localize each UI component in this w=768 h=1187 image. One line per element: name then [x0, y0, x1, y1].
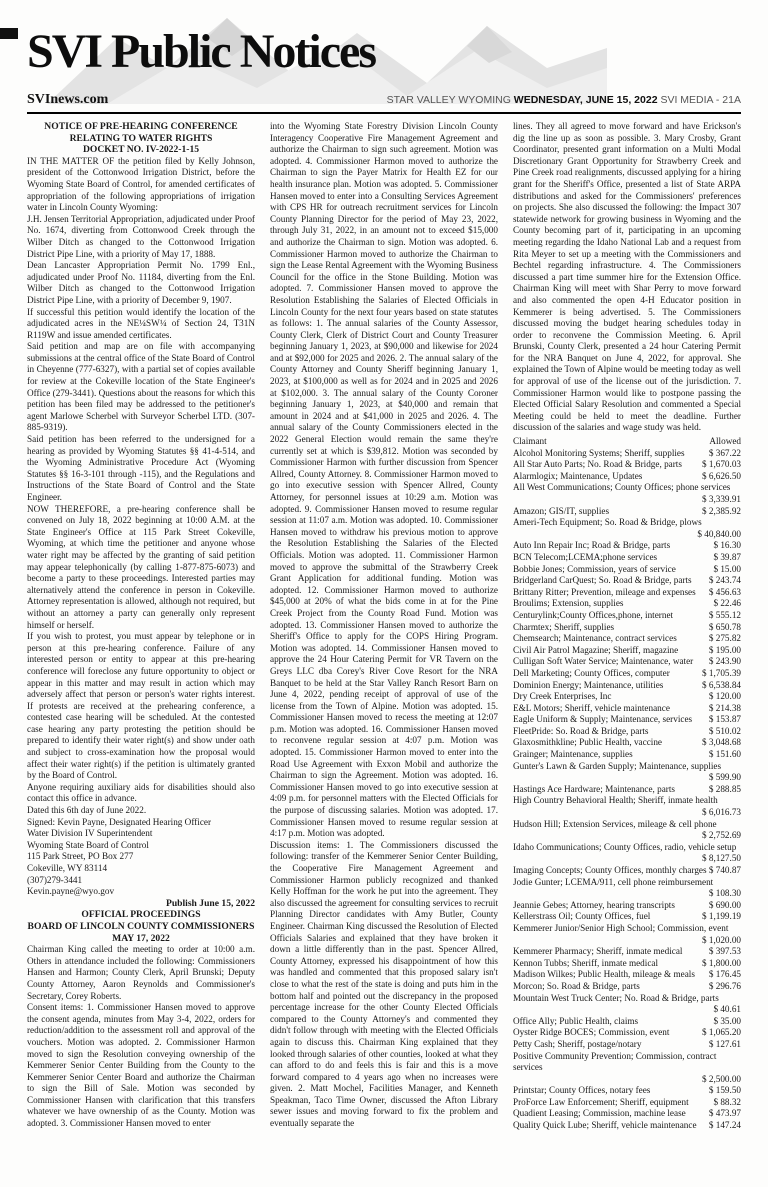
claim-amount: $ 243.90: [708, 656, 741, 667]
claim-name: Printstar; County Offices, notary fees: [513, 1085, 651, 1096]
claim-amount: $ 3,339.91: [701, 494, 741, 504]
heading-line: BOARD OF LINCOLN COUNTY COMMISSIONERS: [27, 920, 255, 932]
claim-amount: $ 510.02: [708, 725, 741, 736]
claim-row: [513, 459, 741, 471]
claim-name: Culligan Soft Water Service; Maintenance, water: [513, 656, 694, 667]
claim-amount: $ 397.53: [708, 946, 741, 957]
heading-line: OFFICIAL PROCEEDINGS: [81, 909, 201, 921]
paragraph: Wyoming State Board of Control: [27, 839, 149, 850]
claim-name: Alarmlogix; Maintenance, Updates: [513, 470, 643, 481]
claim-amount: $ 120.00: [708, 691, 741, 702]
paragraph: into the Wyoming State Forestry Division Lincoln County Interagency Cooperative Fire Management Agreement and authorize the Chairman to sign such agreement. Motion was adopted. 4. Commissioner Harmon moved to authorize the Chairman to sign the Payer Matrix for Health EZ for our health insurance plan. Motion was adopted. 5. Commissioner Hansen moved to enter into a Consulting Services Agreement with CPS HR for outreach recruitment services for Lincoln County Planning Director for the period of May 23, 2022, through July 31, 2022, in an amount not to exceed $15,000 and authorize the Chairman to sign. Motion was adopted. 6. Commissioner Harmon moved to authorize the Chairman to sign the Lease Rental Agreement with the Wyoming Business Council for the office in the Stone Building. Motion was adopted. 7. Commissioner Hansen moved to approve the Resolution Establishing the Salaries of Elected Officials in Lincoln County for the next four years based on state statutes as follows: 1. The annual salaries of the County Assessor, County Clerk, Clerk of District Court and County Treasurer beginning January 1, 2023, at $90,000 and likewise for 2024 and at $92,000 for 2025 and 2026. 2. The annual salary of the County Attorney and County Sheriff beginning January 1, 2023, at $100,000 as well as for 2024 and in 2025 and 2026 at $102,000. 3. The annual salary of the County Coroner beginning January 1, 2023, at $40,000 and remain that amount in 2024 and at $41,000 in 2025 and 2026. 4. The annual salary of the County Commissioners elected in the 2022 General Election would remain the same they're currently set at which is $39,812. Motion was seconded by Commissioner Harmon with further discussion from Spencer Allred, County Attorney. 8. Commissioner Harmon moved to go into executive session with Spencer Allred, County Attorney, for personnel issues at 10:29 a.m. Motion was adopted. 9. Commissioner Hansen moved to resume regular session at 11:07 a.m. Motion was adopted. 10. Commissioner Hansen moved to withdraw his previous motion to approve the Resolution Establishing the Salaries of the Elected Officials. Motion was adopted. 11. Commissioner Harmon moved to approve the submittal of the Strawberry Creek Grant Application for additional funding. Motion was adopted. 12. Commissioner Harmon moved to authorize $45,000 at 20% of what the bids come in at for the Pine Creek Project from the County Road Fund. Motion was adopted. 13. Commissioner Hansen moved to authorize the Sheriff's Office to apply for the COPS Hiring Program. Motion was adopted. 14. Commissioner Hansen moved to approve the 24 Hour Catering Permit for VR Tavern on the Greys LLC dba Corey's River Cove Resort for the NRA Banquet to be held at the Star Valley Ranch Resort Barn on June 4, 2022, pending receipt of approval of use of the license from the Town of Alpine. Motion was adopted. 15. Commissioner Hansen moved to recess the meeting at 12:07 p.m. Motion was adopted. 16. Commissioner Hansen moved to reconvene regular session at 4:07 p.m. Motion was adopted. 15. Commissioner Harmon moved to enter into the Road Use Agreement with Exxon Mobil and authorize the Chairman to sign the Agreement. Motion was adopted. 16. Commissioner Hansen moved to go into executive session at 4:09 p.m. for personnel matters with the Elected Officials for the purpose of discussing salaries. Motion was adopted. 17. Commissioner Hansen moved to resume regular session at 4:17 p.m. Motion was adopted.: [270, 121, 498, 839]
claim-row: [513, 761, 741, 784]
claim-amount: $ 40,840.00: [697, 528, 741, 539]
claim-amount: $ 159.50: [708, 1085, 741, 1096]
claim-row: [513, 900, 741, 912]
claim-amount: $ 2,752.69: [701, 830, 741, 841]
claim-amount: $ 275.82: [708, 633, 741, 644]
claim-row: [513, 969, 741, 981]
masthead: [27, 0, 741, 114]
claim-amount: $ 147.24: [708, 1120, 741, 1131]
notice-prehearing-body: [27, 156, 255, 898]
claim-row: [513, 587, 741, 599]
official-proceedings-body: [27, 944, 255, 1130]
claim-amount: $ 22.46: [713, 598, 741, 609]
paragraph: If you wish to protest, you must appear by telephone or in person at this pre-hearing conference. Failure of any interested person or entity to appear at this pre-hearing conference will foreclose any future opportunity to object or appear in this matter and may result in action which may adversely affect that person or person's water rights interest. If protests are received at the prehearing conference, a contested case hearing will be scheduled. At the contested case hearing any party protesting the petition should be prepared to identify their water right(s) and show under oath and subject to cross-examination how the proposal would affect their water right(s) if the petition is ultimately granted by the Board of Control.: [27, 631, 255, 781]
claim-name: Hastings Ace Hardware; Maintenance, parts: [513, 783, 675, 794]
paragraph: Consent items: 1. Commissioner Hansen moved to approve the consent agenda, minutes from May 3-4, 2022, orders for reduction/addition to the assessment roll and approval of the vouchers. Motion was adopted. 2. Commissioner Harmon moved to sign the Resolution conveying ownership of the Kemmerer Senior Center Building from the County to the Kemmerer Senior Center Board and authorize the Chairman to sign the Bill of Sale. Motion was seconded by Commissioner Hansen with clarification that this transfers whatever we have ownership of as the County. Motion was adopted. 3. Commissioner Hansen moved to enter: [27, 1002, 255, 1129]
claim-row: [513, 575, 741, 587]
claim-amount: $ 1,800.00: [701, 957, 741, 968]
claim-amount: $ 35.00: [713, 1015, 741, 1026]
claim-name: Quality Quick Lube; Sheriff, vehicle maintenance: [513, 1120, 697, 1131]
claim-name: Mountain West Truck Center; No. Road & Bridge, parts: [513, 992, 719, 1003]
proceedings-continued-2: [513, 121, 741, 434]
claim-amount: $ 690.00: [708, 899, 741, 910]
claim-name: Kemmerer Junior/Senior High School; Commission, event: [513, 922, 729, 933]
claim-row: [513, 552, 741, 564]
claim-row: [513, 564, 741, 576]
claim-name: Bobbie Jones; Commission, years of service: [513, 563, 676, 574]
claim-row: [513, 819, 741, 842]
claim-amount: $ 296.76: [708, 980, 741, 991]
claim-row: [513, 633, 741, 645]
heading-line: NOTICE OF PRE-HEARING CONFERENCE: [44, 121, 238, 132]
claim-amount: $ 650.78: [708, 621, 741, 632]
claim-name: Madison Wilkes; Public Health, mileage & meals: [513, 969, 695, 980]
claim-name: Auto Inn Repair Inc; Road & Bridge, parts: [513, 540, 671, 551]
claim-row: [513, 842, 741, 865]
paragraph: (307)279-3441: [27, 874, 83, 885]
claim-name: Jeannie Gebes; Attorney, hearing transcripts: [513, 899, 675, 910]
claim-row: [513, 784, 741, 796]
claim-name: Idaho Communications; County Offices, radio, vehicle setup: [513, 841, 737, 852]
claim-row: [513, 703, 741, 715]
heading-line: DOCKET NO. IV-2022-1-15: [82, 144, 200, 156]
claim-name: Morcon; So. Road & Bridge, parts: [513, 980, 640, 991]
claim-name: High Country Behavioral Health; Sheriff, inmate health: [513, 795, 718, 806]
claim-amount: $ 367.22: [708, 447, 741, 458]
claim-name: Brittany Ritter; Prevention, mileage and expenses: [513, 586, 696, 597]
paragraph: Said petition and map are on file with accompanying submissions at the central office of the State Board of Control in Cheyenne (777-6327), with a partial set of copies available for review at the Cokeville location of the State Engineer's Office (279-3441). Questions about the reasons for which this petition has been filed may be addressed to the petitioner's agent Marlowe Scherbel with Surveyor Scherbel LTD. (307-885-9319).: [27, 341, 255, 433]
claim-row: [513, 645, 741, 657]
claim-amount: $ 6,538.84: [701, 679, 741, 690]
heading-line: MAY 17, 2022: [112, 932, 170, 944]
claim-name: Gunter's Lawn & Garden Supply; Maintenance, supplies: [513, 760, 722, 771]
claim-name: Kellerstrass Oil; County Offices, fuel: [513, 911, 651, 922]
paragraph: Water Division IV Superintendent: [27, 828, 153, 839]
claim-row: [513, 726, 741, 738]
claim-amount: $ 2,385.92: [701, 505, 741, 516]
claim-name: Kemmerer Pharmacy; Sheriff, inmate medical: [513, 946, 683, 957]
dateline-location: STAR VALLEY WYOMING: [386, 94, 514, 106]
heading-line: RELATING TO WATER RIGHTS: [69, 132, 213, 144]
claim-row: [513, 1120, 741, 1132]
paragraph: 115 Park Street, PO Box 277: [27, 851, 134, 862]
claim-row: [513, 1039, 741, 1051]
column-2: [270, 121, 498, 1132]
claim-name: E&L Motors; Sheriff, vehicle maintenance: [513, 702, 670, 713]
claim-row: [513, 506, 741, 518]
claim-row: [513, 911, 741, 923]
paragraph: Dean Lancaster Appropriation Permit No. 1799 Enl., adjudicated under Proof No. 11184, diverting from the Enl. Wilber Ditch as changed to the Cottonwood Irrigation District Pipe Line, with a priority of December 9, 1907.: [27, 260, 255, 305]
claim-amount: $ 555.12: [708, 609, 741, 620]
claim-amount: $ 40.61: [713, 1004, 741, 1015]
claim-name: Hudson Hill; Extension Services, mileage & cell phone: [513, 818, 717, 829]
claim-row: [513, 1085, 741, 1097]
claim-row: [513, 1108, 741, 1120]
claim-amount: $ 127.61: [708, 1038, 741, 1049]
claim-amount: $ 288.85: [708, 783, 741, 794]
claim-name: Imaging Concepts; County Offices, monthly charges: [513, 865, 707, 875]
claims-header-claimant: Claimant: [513, 436, 547, 447]
claim-amount: $ 599.90: [708, 772, 741, 783]
paragraph: Kevin.payne@wyo.gov: [27, 886, 115, 897]
claim-row: [513, 471, 741, 483]
claim-name: Eagle Uniform & Supply; Maintenance, services: [513, 714, 693, 725]
claim-row: [513, 981, 741, 993]
claim-amount: $ 1,065.20: [701, 1027, 741, 1038]
claim-amount: $ 195.00: [708, 644, 741, 655]
paragraph: Said petition has been referred to the undersigned for a hearing as provided by Wyoming Statutes §§ 41-4-514, and the Wyoming Administrative Procedure Act (Wyoming Statutes §§ 16-3-101 through -115), and the Regulations and Instructions of the State Board of Control and the State Engineer.: [27, 434, 255, 502]
paragraph: Cokeville, WY 83114: [27, 863, 108, 873]
claim-name: Dominion Energy; Maintenance, utilities: [513, 679, 664, 690]
columns-container: [27, 121, 741, 1132]
claim-name: Alcohol Monitoring Systems; Sheriff, supplies: [513, 447, 685, 458]
claim-amount: $ 740.87: [708, 865, 741, 875]
claim-name: Grainger; Maintenance, supplies: [513, 749, 633, 760]
print-registration-mark: [0, 28, 18, 39]
claim-row: [513, 749, 741, 761]
claim-row: [513, 517, 741, 540]
claim-name: Civil Air Patrol Magazine; Sheriff, magazine: [513, 644, 679, 655]
dateline-media: SVI MEDIA - 21A: [657, 94, 741, 106]
claim-amount: $ 151.60: [708, 749, 741, 760]
claim-amount: $ 243.74: [708, 575, 741, 586]
claim-name: Positive Community Prevention; Commission, contract services: [513, 1050, 717, 1073]
claim-name: Ameri-Tech Equipment; So. Road & Bridge, plows: [513, 517, 702, 528]
proceedings-continued: [270, 121, 498, 1130]
claim-row: [513, 540, 741, 552]
claim-name: Charmtex; Sheriff, supplies: [513, 621, 615, 632]
claim-amount: $ 6,016.73: [701, 807, 741, 818]
paragraph: Signed: Kevin Payne, Designated Hearing Officer: [27, 816, 212, 827]
claim-amount: $ 176.45: [708, 969, 741, 980]
paragraph: Discussion items: 1. The Commissioners discussed the following: transfer of the Kemmerer Senior Center Building, the Cooperative Fire Management Agreement and Commissioner Harmon publicly recognized and thanked Kelly Hoffman for the work he put into the agreement. They also discussed the agreement for consulting services to recruit Planning Director candidates with Amy Butler, County Engineer. Chairman King discussed the Resolution of Elected Officials Salaries and explained that they have broken it down a little differently than in the past. Spencer Allred, County Attorney, expressed his disappointment of how this was handled and commented that this proposed salary isn't close to what the rest of the state is doing and puts him in the bottom half and pointed out the discrepancy in the proposed percentage increase for the other County Elected Officials compared to the County Attorney's and commented they didn't follow through with meeting with the Elected Officials again to discuss this. Chairman King explained that they looked through salaries of other counties, looked at what they can afford to do and feels this is fair and this is a move forward compared to 4 years ago when no increases were given. 2. Matt Mochel, Facilities Manager, and Kenneth Speakman, Taco Time Owner, discussed the Afton Library sewer issues and moving forward to fix the problem and eventually separate the: [270, 839, 498, 1129]
masthead-info-row: [27, 92, 741, 108]
claim-name: Dry Creek Enterprises, Inc: [513, 691, 612, 702]
dateline: [387, 94, 741, 106]
claim-row: [513, 737, 741, 749]
publish-line: Publish June 15, 2022: [165, 897, 255, 909]
claim-name: Oyster Ridge BOCES; Commission, event: [513, 1027, 670, 1038]
claim-amount: $ 88.32: [713, 1096, 741, 1107]
claim-row: [513, 795, 741, 818]
paragraph: Dated this 6th day of June 2022.: [27, 805, 147, 816]
claim-amount: $ 1,670.03: [701, 459, 741, 470]
claim-row: [513, 877, 741, 900]
column-3: [513, 121, 741, 1132]
claim-amount: $ 15.00: [713, 563, 741, 574]
page-title: SVI Public Notices: [27, 25, 375, 78]
claim-row: [513, 668, 741, 680]
paragraph: Chairman King called the meeting to order at 10:00 a.m. Others in attendance included the following: Commissioners Hansen and Harmon; County Clerk, April Brunski; Deputy County Attorney, Aaron Reynolds and Commissioner's Secretary, Corey Roberts.: [27, 944, 255, 1001]
claim-amount: $ 1,199.19: [701, 911, 741, 922]
claim-amount: $ 153.87: [708, 714, 741, 725]
claim-name: Glaxosmithkline; Public Health, vaccine: [513, 737, 663, 748]
claim-row: [513, 482, 741, 505]
claim-row: [513, 714, 741, 726]
claim-row: [513, 680, 741, 692]
paragraph: If successful this petition would identify the location of the adjudicated acres in the NE¼SW¼ of Section 24, T31N R119W and issue amended certificates.: [27, 306, 255, 340]
claim-name: BCN Telecom;LCEMA;phone services: [513, 551, 658, 562]
claim-amount: $ 214.38: [708, 702, 741, 713]
claim-name: Kennon Tubbs; Sheriff, inmate medical: [513, 957, 659, 968]
claim-name: Centurylink;County Offices,phone, internet: [513, 609, 674, 620]
claims-header-row: [513, 436, 741, 448]
claim-row: [513, 622, 741, 634]
claim-row: [513, 1051, 741, 1086]
claim-row: [513, 691, 741, 703]
notice-prehearing-heading: [27, 121, 255, 156]
claim-amount: $ 39.87: [713, 551, 741, 562]
claim-name: Office Ally; Public Health, claims: [513, 1015, 639, 1026]
claim-amount: $ 473.97: [708, 1108, 741, 1119]
claim-amount: $ 1,020.00: [701, 934, 741, 945]
claim-row: [513, 1097, 741, 1109]
site-url-link[interactable]: SVInews.com: [27, 92, 109, 107]
claim-row: [513, 656, 741, 668]
claim-row: [513, 993, 741, 1016]
claim-name: Chemsearch; Maintenance, contract services: [513, 633, 677, 644]
claim-amount: $ 8,127.50: [701, 853, 741, 864]
paragraph: J.H. Jensen Territorial Appropriation, adjudicated under Proof No. 1674, diverting from Cottonwood Creek through the Wilber Ditch as changed to the Cottonwood Irrigation District Pipe Line, with a priority of May 17, 1888.: [27, 213, 255, 259]
paragraph: lines. They all agreed to move forward and have Erickson's dig the line up as soon as possible. 3. Mary Crosby, Grant Coordinator, presented grant information on a Multi Modal Discretionary Grant Opportunity for Strawberry Creek and Pine Creek road realignments, discussed applying for a hiring grant for the Sheriff's Office, presented a list of State ARPA distributions and asked for the Commissioners' preferences on projects. She also discussed the following: the Impact 307 statewide network for growing business in Wyoming and the County becoming part of it, participating in an upcoming meeting regarding the Idaho National Lab and a request from Rita Meyer to set up a meeting with the Commissioners and Bechtel regarding infrastructure. 4. The Commissioners discussed a part time summer hire for the Extension Office. Chairman King will meet with Shar Perry to move forward and also commented the open 4-H Educator position in Kemmerer is being advertised. 5. The Commissioners discussed moving the budget hearing schedules today in order to reconvene the Commission Meeting. 6. April Brunski, County Clerk, presented a 24 hour Catering Permit for the NRA Banquet on June 4, 2022, for approval. She explained the Town of Alpine would be meeting today as well for approval of use of the license out of the jurisdiction. 7. Commissioner Harmon would like to postpone passing the Elected Official Salary Resolution and commented a Special Meeting could be held to meet the deadline. Further discussion of the salaries and wage study was held.: [513, 121, 741, 433]
paragraph: NOW THEREFORE, a pre-hearing conference shall be convened on July 18, 2022 beginning at 10:00 A.M. at the State Engineer's Office at 115 Park Street Cokeville, Wyoming, at which time the petitioner and anyone whose water right may be affected by the granting of said petition may appear telephonically (by calling 1-877-875-6073) and become a party to these proceedings. Interested parties may alternatively attend the conference in person in Cokeville. Attorney representation is allowed, although not required, but without an attorney a party can generally only represent himself or herself.: [27, 503, 255, 630]
claim-amount: $ 456.63: [708, 586, 741, 597]
claim-amount: $ 3,048.68: [701, 737, 741, 748]
claim-row: [513, 923, 741, 946]
claim-row: [513, 958, 741, 970]
official-proceedings-heading: [27, 909, 255, 944]
claim-amount: $ 6,626.50: [701, 470, 741, 481]
claims-list: [513, 448, 741, 1132]
claim-name: Bridgerland CarQuest; So. Road & Bridge, parts: [513, 575, 692, 586]
claim-name: All Star Auto Parts; No. Road & Bridge, parts: [513, 459, 682, 470]
claim-name: Broulims; Extension, supplies: [513, 598, 624, 609]
claim-name: All West Communications; County Offices; phone services: [513, 482, 731, 493]
column-1: [27, 121, 255, 1132]
claim-amount: $ 2,500.00: [701, 1073, 741, 1084]
claim-amount: $ 16.30: [713, 540, 741, 551]
claim-name: Dell Marketing; County Offices, computer: [513, 667, 670, 678]
claim-amount: $ 108.30: [708, 888, 741, 899]
claim-row: [513, 946, 741, 958]
claim-row: [513, 598, 741, 610]
claim-row: [513, 1027, 741, 1039]
claims-header-allowed: Allowed: [709, 436, 741, 447]
claim-name: FleetPride: So. Road & Bridge, parts: [513, 725, 649, 736]
dateline-date: WEDNESDAY, JUNE 15, 2022: [513, 94, 658, 106]
claim-name: Petty Cash; Sheriff, postage/notary: [513, 1038, 642, 1049]
claim-name: ProForce Law Enforcement; Sheriff, equipment: [513, 1096, 689, 1107]
claim-row: [513, 448, 741, 460]
claim-amount: $ 1,705.39: [701, 667, 741, 678]
paragraph: IN THE MATTER OF the petition filed by Kelly Johnson, president of the Cottonwood Irrigation District, before the Wyoming State Board of Control, for amended certificates of appropriation of the following appropriations of irrigation water in Lincoln County Wyoming:: [27, 155, 255, 213]
claim-row: [513, 1016, 741, 1028]
claim-name: Jodie Gunter; LCEMA/911, cell phone reimbursement: [513, 876, 714, 887]
claim-name: Quadient Leasing; Commission, machine lease: [513, 1108, 686, 1119]
claim-row: [513, 865, 741, 877]
paragraph: Anyone requiring auxiliary aids for disabilities should also contact this office in advance.: [27, 781, 255, 804]
claim-name: Amazon; GIS/IT, supplies: [513, 505, 610, 516]
claim-row: [513, 610, 741, 622]
